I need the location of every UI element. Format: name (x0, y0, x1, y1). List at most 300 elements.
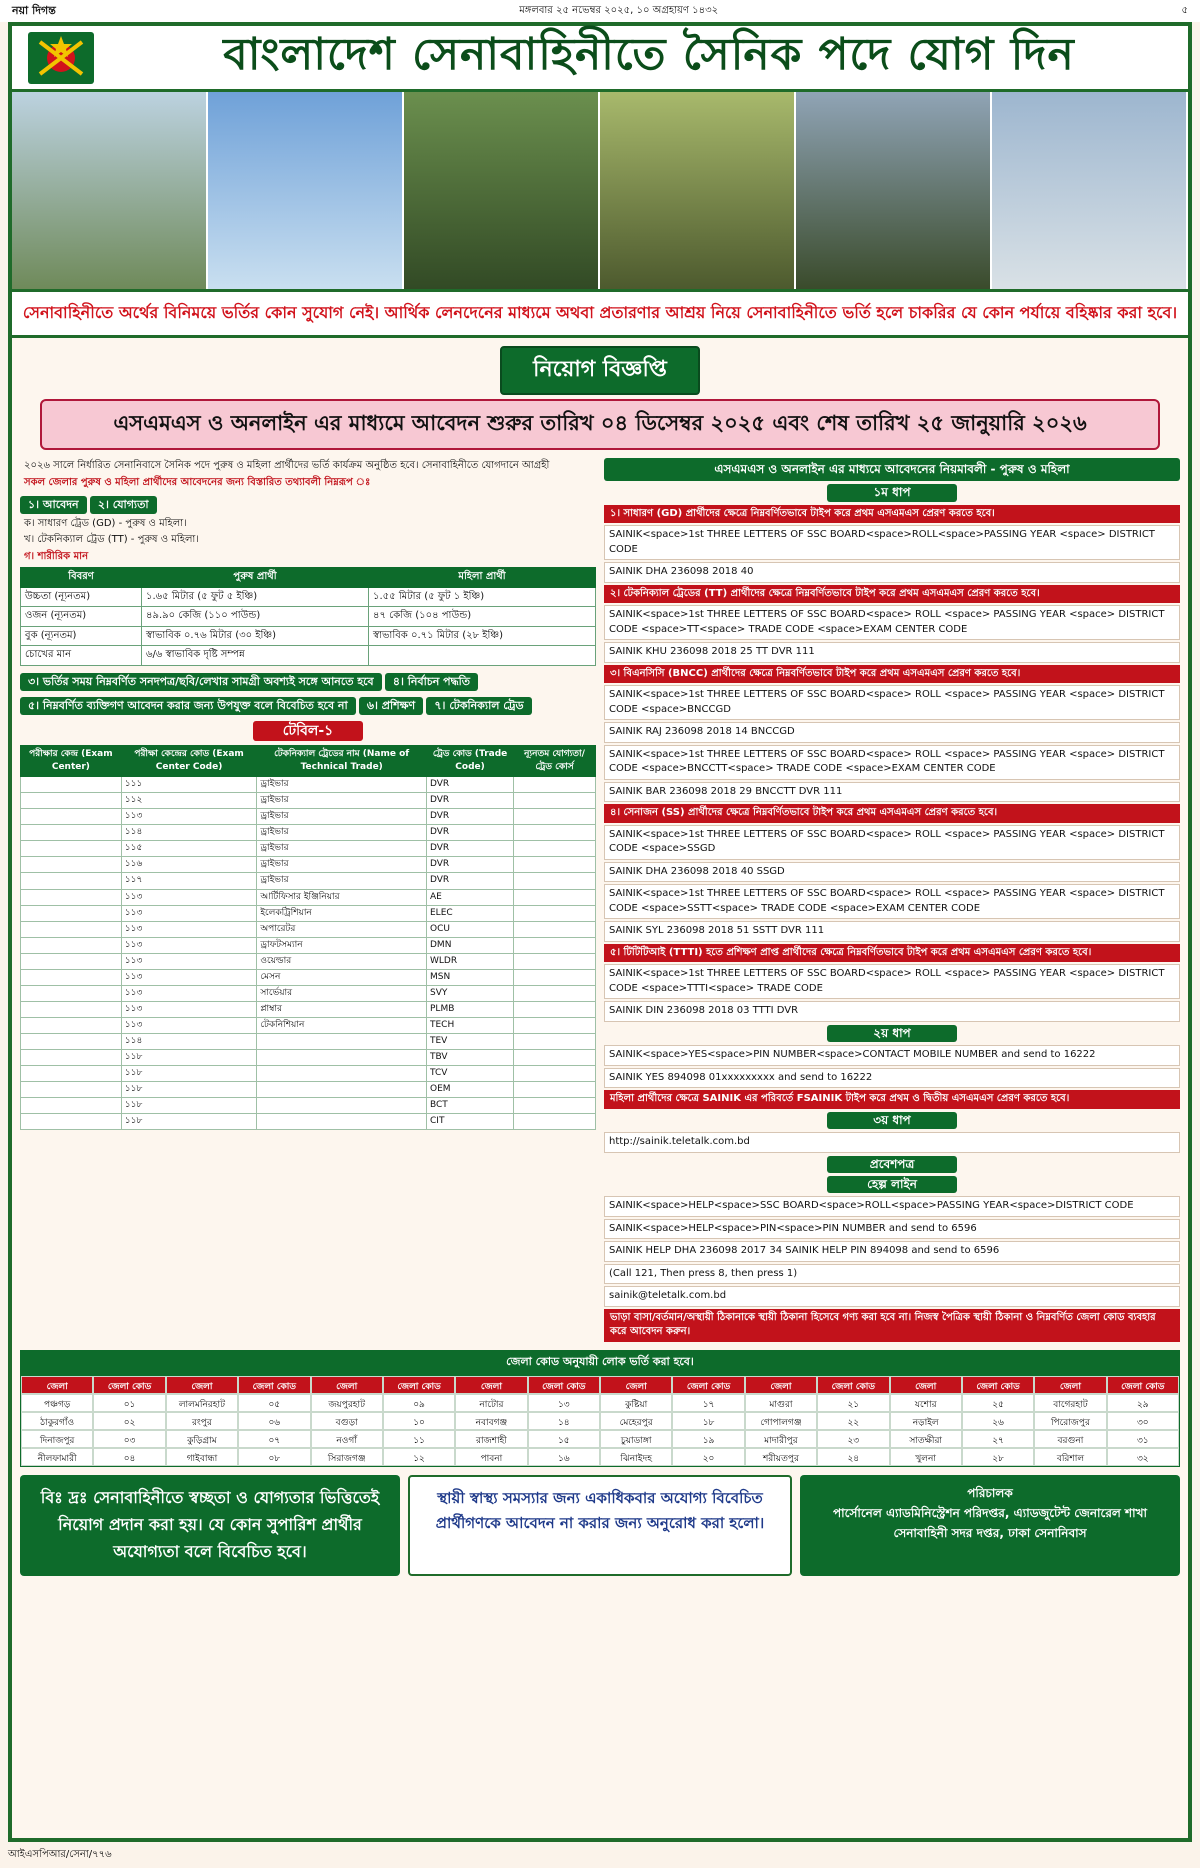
table-cell: DVR (427, 809, 514, 825)
bncc-format: SAINIK<space>1st THREE LETTERS OF SSC BOARD<space> ROLL <space> PASSING YEAR <space> DISTRICT CODE <space>BNCCGD (604, 685, 1180, 720)
table-row (21, 793, 596, 809)
district-name: কুড়িগ্রাম (166, 1430, 238, 1448)
ad-title: বাংলাদেশ সেনাবাহিনীতে সৈনিক পদে যোগ দিন (223, 29, 1075, 80)
district-code: ১২ (383, 1448, 455, 1466)
table-cell (21, 985, 122, 1001)
table-cell (257, 1098, 427, 1114)
table-1-head: ন্যূনতম যোগ্যতা/ট্রেড কোর্স (514, 746, 596, 777)
table-cell (21, 1114, 122, 1130)
intro-text: ২০২৬ সালে নির্ধারিত সেনানিবাসে সৈনিক পদে পুরুষ ও মহিলা প্রার্থীদের ভর্তি কার্যক্রম অনুষ্ঠিত হবে। সেনাবাহিনীতে যোগদানে আগ্রহী (24, 460, 550, 471)
district-code: ১১ (383, 1430, 455, 1448)
table-row (21, 1098, 596, 1114)
table-cell: ওয়েল্ডার (257, 953, 427, 969)
district-name: মেহেরপুর (600, 1412, 672, 1430)
table-cell: CIT (427, 1114, 514, 1130)
district-name: ঝিনাইদহ (600, 1448, 672, 1466)
phys-cell: ওজন (ন্যূনতম) (21, 607, 142, 627)
table-cell: অপারেটর (257, 921, 427, 937)
district-head: জেলা (600, 1376, 672, 1394)
district-name: নাটোর (455, 1394, 527, 1412)
section-application: ১। আবেদন (20, 496, 87, 514)
admit-card-tag: প্রবেশপত্র (827, 1156, 957, 1173)
table-cell: ইলেকট্রিশিয়ান (257, 905, 427, 921)
table-cell (21, 1066, 122, 1082)
phys-row (21, 587, 596, 607)
district-code: ০৯ (383, 1394, 455, 1412)
district-code: ২৬ (962, 1412, 1034, 1430)
district-code: ১০ (383, 1412, 455, 1430)
table-cell (21, 825, 122, 841)
table-row (21, 921, 596, 937)
table-1-head: ট্রেড কোড (Trade Code) (427, 746, 514, 777)
table-row (21, 889, 596, 905)
address-note: ভাড়া বাসা/বর্তমান/অস্থায়ী ঠিকানাকে স্থায়ী ঠিকানা হিসেবে গণ্য করা হবে না। নিজস্ব পৈত্রিক স্থায়ী ঠিকানা ও নিম্নবর্ণিত জেলা কোড ব্যবহার করে আবেদন করুন। (604, 1309, 1180, 1342)
table-cell: TCV (427, 1066, 514, 1082)
phys-row (21, 646, 596, 666)
table-row (21, 1114, 596, 1130)
table-cell (514, 1082, 596, 1098)
phys-head: বিবরণ (21, 568, 142, 588)
district-name: ঠাকুরগাঁও (21, 1412, 93, 1430)
district-code: ১৩ (528, 1394, 600, 1412)
help-format-1: SAINIK<space>HELP<space>SSC BOARD<space>ROLL<space>PASSING YEAR<space>DISTRICT CODE (604, 1196, 1180, 1217)
tt-example: SAINIK KHU 236098 2018 25 TT DVR 111 (604, 642, 1180, 663)
page-number: ৫ (1181, 4, 1188, 16)
district-code: ১৬ (528, 1448, 600, 1466)
ttti-instruction: ৫। টিটিটিআই (TTTI) হতে প্রশিক্ষণ প্রাপ্ত প্রার্থীদের ক্ষেত্রে নিম্নবর্ণিতভাবে টাইপ করে প্রথম এসএমএস প্রেরণ করতে হবে। (604, 944, 1180, 963)
table-cell: ড্রাইভার (257, 857, 427, 873)
table-row (21, 985, 596, 1001)
section-ineligible: ৫। নিম্নবর্ণিত ব্যক্তিগণ আবেদন করার জন্য উপযুক্ত বলে বিবেচিত হবে না (20, 697, 356, 715)
table-cell (21, 777, 122, 793)
table-cell: OEM (427, 1082, 514, 1098)
district-name: নবাবগঞ্জ (455, 1412, 527, 1430)
table-cell (514, 777, 596, 793)
table-cell (514, 825, 596, 841)
photo-strip (12, 92, 1188, 292)
phys-cell: ৬/৬ স্বাভাবিক দৃষ্টি সম্পন্ন (141, 646, 368, 666)
table-cell (21, 809, 122, 825)
help-format-2: SAINIK<space>HELP<space>PIN<space>PIN NUMBER and send to 6596 (604, 1219, 1180, 1240)
female-note: মহিলা প্রার্থীদের ক্ষেত্রে SAINIK এর পরিবর্তে FSAINIK টাইপ করে প্রথম ও দ্বিতীয় এসএমএস প্রেরণ করতে হবে। (604, 1090, 1180, 1109)
table-cell (514, 953, 596, 969)
district-head: জেলা কোড (528, 1376, 600, 1394)
footer-note-left: বিঃ দ্রঃ সেনাবাহিনীতে স্বচ্ছতা ও যোগ্যতার ভিত্তিতেই নিয়োগ প্রদান করা হয়। যে কোন সুপারিশ প্রার্থীর অযোগ্যতা বলে বিবেচিত হবে। (20, 1475, 400, 1576)
district-code: ২২ (817, 1412, 889, 1430)
table-cell: মেসন (257, 969, 427, 985)
table-cell: SVY (427, 985, 514, 1001)
section-training: ৬। প্রশিক্ষণ (359, 697, 423, 715)
gd-format: SAINIK<space>1st THREE LETTERS OF SSC BOARD<space>ROLL<space>PASSING YEAR <space> DISTRICT CODE (604, 525, 1180, 560)
soldiers-forest-photo (404, 92, 600, 289)
table-cell: আর্টিফিসার ইঞ্জিনিয়ার (257, 889, 427, 905)
table-cell: AE (427, 889, 514, 905)
exam-center-table (20, 745, 596, 1130)
table-row (21, 825, 596, 841)
intro-red-text: সকল জেলার পুরুষ ও মহিলা প্রার্থীদের আবেদনের জন্য বিস্তারিত তথ্যাবলী নিম্নরূপ ঃ (24, 476, 371, 488)
table-cell (514, 1017, 596, 1033)
ss-instruction: ৪। সেনাজন (SS) প্রার্থীদের ক্ষেত্রে নিম্নবর্ণিতভাবে টাইপ করে প্রথম এসএমএস প্রেরণ করতে হবে। (604, 804, 1180, 823)
table-cell (257, 1082, 427, 1098)
section-eligibility: ২। যোগ্যতা (90, 496, 157, 514)
table-cell (514, 889, 596, 905)
table-cell (21, 937, 122, 953)
district-code: ২৫ (962, 1394, 1034, 1412)
table-cell: ১১৩ (121, 809, 257, 825)
district-name: রংপুর (166, 1412, 238, 1430)
district-name: লালমনিরহাট (166, 1394, 238, 1412)
tt-format: SAINIK<space>1st THREE LETTERS OF SSC BOARD<space> ROLL <space> PASSING YEAR <space> DISTRICT CODE <space>TT<space> TRADE CODE <space>EXAM CENTER CODE (604, 605, 1180, 640)
table-cell (514, 793, 596, 809)
phys-row (21, 607, 596, 627)
content-columns (12, 458, 1188, 1344)
parade-photo (796, 92, 992, 289)
table-row (21, 1082, 596, 1098)
district-code: ১৯ (672, 1430, 744, 1448)
table-row (21, 873, 596, 889)
phys-cell (369, 646, 596, 666)
table-cell (514, 985, 596, 1001)
district-name: পাবনা (455, 1448, 527, 1466)
district-code: ০৬ (238, 1412, 310, 1430)
table-cell (21, 873, 122, 889)
table-cell (514, 1066, 596, 1082)
district-code: ২০ (672, 1448, 744, 1466)
table-cell (21, 857, 122, 873)
table-cell (257, 1114, 427, 1130)
district-head: জেলা (455, 1376, 527, 1394)
table-row (21, 1050, 596, 1066)
table-row (21, 809, 596, 825)
footer-note-middle: স্থায়ী স্বাস্থ্য সমস্যার জন্য একাধিকবার অযোগ্য বিবেচিত প্রার্থীগণকে আবেদন না করার জন্য অনুরোধ করা হলো। (408, 1475, 792, 1576)
army-logo-icon (22, 29, 100, 87)
district-name: গোপালগঞ্জ (745, 1412, 817, 1430)
table-cell: PLMB (427, 1001, 514, 1017)
district-name: মাদারীপুর (745, 1430, 817, 1448)
district-code: ১৫ (528, 1430, 600, 1448)
phys-cell: উচ্চতা (ন্যূনতম) (21, 587, 142, 607)
district-head: জেলা (166, 1376, 238, 1394)
table-cell: ১১৮ (121, 1066, 257, 1082)
table-cell: DMN (427, 937, 514, 953)
district-name: পঞ্চগড় (21, 1394, 93, 1412)
helicopter-photo (12, 92, 208, 289)
district-name: কুষ্টিয়া (600, 1394, 672, 1412)
phys-cell: স্বাভাবিক ০.৭৬ মিটার (৩০ ইঞ্চি) (141, 626, 368, 646)
help-email[interactable]: sainik@teletalk.com.bd (604, 1286, 1180, 1307)
table-cell (21, 905, 122, 921)
district-code: ২৪ (817, 1448, 889, 1466)
table-cell: DVR (427, 793, 514, 809)
step-2-tag: ২য় ধাপ (827, 1025, 957, 1042)
table-cell (21, 1098, 122, 1114)
table-row (21, 1066, 596, 1082)
district-name: বগুড়া (311, 1412, 383, 1430)
table-cell (514, 1033, 596, 1049)
table-cell (21, 1050, 122, 1066)
table-cell: ১১২ (121, 793, 257, 809)
section-technical-trade: ৭। টেকনিক্যাল ট্রেড (426, 697, 531, 715)
table-cell: ১১৩ (121, 953, 257, 969)
table-cell (514, 969, 596, 985)
district-name: নড়াইল (890, 1412, 962, 1430)
table-cell: ১১৪ (121, 825, 257, 841)
table-cell: ১১৮ (121, 1114, 257, 1130)
table-cell: ১১৮ (121, 1098, 257, 1114)
phys-cell: ৪৯.৯০ কেজি (১১০ পাউন্ড) (141, 607, 368, 627)
table-cell (21, 841, 122, 857)
footer-signatory (800, 1475, 1180, 1576)
table-1-head: পরীক্ষার কেন্দ্র (Exam Center) (21, 746, 122, 777)
table-cell (21, 889, 122, 905)
phys-cell: ৪৭ কেজি (১০৪ পাউন্ড) (369, 607, 596, 627)
footer-boxes (20, 1475, 1180, 1576)
table-cell (21, 1082, 122, 1098)
parachute-photo (208, 92, 404, 289)
newspaper-topbar (0, 0, 1200, 22)
district-code: ১৪ (528, 1412, 600, 1430)
district-head: জেলা কোড (1107, 1376, 1179, 1394)
bncc-instruction: ৩। বিএনসিসি (BNCC) প্রার্থীদের ক্ষেত্রে নিম্নবর্ণিতভাবে টাইপ করে প্রথম এসএমএস প্রেরণ করতে হবে। (604, 665, 1180, 684)
district-code: ২১ (817, 1394, 889, 1412)
ad-header (12, 26, 1188, 92)
district-head: জেলা কোড (93, 1376, 165, 1394)
table-cell: ১১৩ (121, 937, 257, 953)
help-example: SAINIK HELP DHA 236098 2017 34 SAINIK HELP PIN 894098 and send to 6596 (604, 1241, 1180, 1262)
table-cell: সার্ভেয়ার (257, 985, 427, 1001)
district-head: জেলা (890, 1376, 962, 1394)
district-head: জেলা কোড (383, 1376, 455, 1394)
table-cell (257, 1066, 427, 1082)
table-cell: ড্রাইভার (257, 809, 427, 825)
district-head: জেলা কোড (962, 1376, 1034, 1394)
table-cell: ড্রাইভার (257, 873, 427, 889)
district-name: বাগেরহাট (1034, 1394, 1106, 1412)
table-cell: ড্রাফটসম্যান (257, 937, 427, 953)
application-url[interactable]: http://sainik.teletalk.com.bd (604, 1132, 1180, 1153)
table-row (21, 1033, 596, 1049)
phys-cell: ১.৫৫ মিটার (৫ ফুট ১ ইঞ্চি) (369, 587, 596, 607)
table-cell: ১১৩ (121, 889, 257, 905)
table-cell: DVR (427, 873, 514, 889)
district-name: সাতক্ষীরা (890, 1430, 962, 1448)
table-row (21, 777, 596, 793)
right-column (604, 458, 1180, 1344)
table-cell (514, 873, 596, 889)
phys-cell: বুক (ন্যূনতম) (21, 626, 142, 646)
table-row (21, 969, 596, 985)
ssgd-example: SAINIK DHA 236098 2018 40 SSGD (604, 862, 1180, 883)
table-row (21, 841, 596, 857)
table-cell: ১১৩ (121, 1001, 257, 1017)
district-name: শরীয়তপুর (745, 1448, 817, 1466)
table-cell (514, 905, 596, 921)
step-1-tag: ১ম ধাপ (827, 484, 957, 501)
table-cell: ১১৪ (121, 1033, 257, 1049)
district-code: ২৩ (817, 1430, 889, 1448)
table-cell (21, 1033, 122, 1049)
table-1-head: পরীক্ষা কেন্দ্রের কোড (Exam Center Code) (121, 746, 257, 777)
table-cell (21, 921, 122, 937)
table-cell (514, 841, 596, 857)
phys-row (21, 626, 596, 646)
table-cell: DVR (427, 825, 514, 841)
table-cell: BCT (427, 1098, 514, 1114)
table-row (21, 905, 596, 921)
district-name: বরগুনা (1034, 1430, 1106, 1448)
district-code: ০৭ (238, 1430, 310, 1448)
soldiers-field-photo (600, 92, 796, 289)
gd-example: SAINIK DHA 236098 2018 40 (604, 562, 1180, 583)
sstt-format: SAINIK<space>1st THREE LETTERS OF SSC BOARD<space> ROLL <space> PASSING YEAR <space> DISTRICT CODE <space>SSTT<space> TRADE CODE <space>EXAM CENTER CODE (604, 884, 1180, 919)
table-cell (514, 1050, 596, 1066)
table-cell: MSN (427, 969, 514, 985)
bncc-example: SAINIK RAJ 236098 2018 14 BNCCGD (604, 722, 1180, 743)
ispr-code: আইএসপিআর/সেনা/৭৭৬ (8, 1849, 112, 1860)
table-cell (514, 1114, 596, 1130)
table-cell (514, 857, 596, 873)
table-cell: ১১৭ (121, 873, 257, 889)
eligibility-tt: খ। টেকনিক্যাল ট্রেড (TT) - পুরুষ ও মহিলা। (24, 534, 199, 546)
district-name: সিরাজগঞ্জ (311, 1448, 383, 1466)
district-code-note: জেলা কোড অনুযায়ী লোক ভর্তি করা হবে। (20, 1350, 1180, 1375)
notice-label: নিয়োগ বিজ্ঞপ্তি (500, 346, 700, 395)
district-code: ০৩ (93, 1430, 165, 1448)
sstt-example: SAINIK SYL 236098 2018 51 SSTT DVR 111 (604, 921, 1180, 942)
district-name: গাইবান্ধা (166, 1448, 238, 1466)
table-cell: ELEC (427, 905, 514, 921)
district-code-table (20, 1375, 1180, 1467)
district-name: নীলফামারী (21, 1448, 93, 1466)
section-documents: ৩। ভর্তির সময় নিম্নবর্ণিত সনদপত্র/ছবি/লেখার সামগ্রী অবশ্যই সঙ্গে আনতে হবে (20, 673, 382, 691)
table-cell (21, 953, 122, 969)
table-cell: WLDR (427, 953, 514, 969)
district-code: ০২ (93, 1412, 165, 1430)
district-head: জেলা (21, 1376, 93, 1394)
district-name: বরিশাল (1034, 1448, 1106, 1466)
district-name: পিরোজপুর (1034, 1412, 1106, 1430)
table-1-head: টেকনিক্যাল ট্রেডের নাম (Name of Technical Trade) (257, 746, 427, 777)
table-cell: ১১৩ (121, 921, 257, 937)
table-row (21, 857, 596, 873)
table-cell: ড্রাইভার (257, 793, 427, 809)
eligibility-gd: ক। সাধারণ ট্রেড (GD) - পুরুষ ও মহিলা। (24, 517, 187, 529)
warning-banner: সেনাবাহিনীতে অর্থের বিনিময়ে ভর্তির কোন সুযোগ নেই। আর্থিক লেনদেনের মাধ্যমে অথবা প্রতারণার আশ্রয় নিয়ে সেনাবাহিনীতে ভর্তি হলে চাকরির যে কোন পর্যায়ে বহিষ্কার করা হবে। (12, 292, 1188, 338)
section-selection: ৪। নির্বাচন পদ্ধতি (385, 673, 478, 691)
table-cell: ১১৩ (121, 1017, 257, 1033)
table-cell (21, 1017, 122, 1033)
district-head: জেলা কোড (672, 1376, 744, 1394)
district-head: জেলা কোড (238, 1376, 310, 1394)
district-head: জেলা (311, 1376, 383, 1394)
un-vehicle-photo (992, 92, 1188, 289)
district-name: মাগুরা (745, 1394, 817, 1412)
table-cell: ড্রাইভার (257, 841, 427, 857)
bncctt-example: SAINIK BAR 236098 2018 29 BNCCTT DVR 111 (604, 782, 1180, 803)
district-head: জেলা কোড (817, 1376, 889, 1394)
table-cell: ১১৫ (121, 841, 257, 857)
table-cell: TBV (427, 1050, 514, 1066)
district-code: ৩০ (1107, 1412, 1179, 1430)
phys-head: মহিলা প্রার্থী (369, 568, 596, 588)
call-instruction: (Call 121, Then press 8, then press 1) (604, 1264, 1180, 1285)
table-cell: DVR (427, 857, 514, 873)
second-sms-example: SAINIK YES 894098 01xxxxxxxxx and send to 16222 (604, 1068, 1180, 1089)
table-cell: TEV (427, 1033, 514, 1049)
table-row (21, 937, 596, 953)
bncctt-format: SAINIK<space>1st THREE LETTERS OF SSC BOARD<space> ROLL <space> PASSING YEAR <space> DISTRICT CODE <space>BNCCTT<space> TRADE CODE <space>EXAM CENTER CODE (604, 745, 1180, 780)
table-cell: ১১৮ (121, 1050, 257, 1066)
table-row (21, 1001, 596, 1017)
table-cell (514, 1001, 596, 1017)
table-cell: TECH (427, 1017, 514, 1033)
helpline-tag: হেল্প লাইন (827, 1176, 957, 1193)
district-name: জয়পুরহাট (311, 1394, 383, 1412)
table-row (21, 953, 596, 969)
table-cell: ১১৬ (121, 857, 257, 873)
table-row (21, 1017, 596, 1033)
table-cell (514, 921, 596, 937)
physical-standard-label: গ। শারীরিক মান (24, 550, 89, 562)
table-cell: ১১১ (121, 777, 257, 793)
table-cell: ১১৩ (121, 969, 257, 985)
table-cell: DVR (427, 777, 514, 793)
table-cell (21, 793, 122, 809)
physical-standard-table (20, 567, 596, 666)
table-cell (21, 969, 122, 985)
table-cell: OCU (427, 921, 514, 937)
district-name: চুয়াডাঙ্গা (600, 1430, 672, 1448)
district-name: যশোর (890, 1394, 962, 1412)
signatory-office: পার্সোনেল এ্যাডমিনিস্ট্রেশন পরিদপ্তর, এ্যাডজুটেন্ট জেনারেল শাখা সেনাবাহিনী সদর দপ্তর, ঢাকা সেনানিবাস (833, 1505, 1147, 1540)
table-cell (514, 1098, 596, 1114)
table-1-label: টেবিল-১ (253, 721, 363, 741)
newspaper-brand: নয়া দিগন্ত (12, 3, 56, 17)
district-code: ০৮ (238, 1448, 310, 1466)
table-cell (21, 1001, 122, 1017)
signatory-title: পরিচালক (967, 1485, 1013, 1500)
district-code: ২৭ (962, 1430, 1034, 1448)
deadline-banner: এসএমএস ও অনলাইন এর মাধ্যমে আবেদন শুরুর তারিখ ০৪ ডিসেম্বর ২০২৫ এবং শেষ তারিখ ২৫ জানুয়ারি ২০২৬ (40, 399, 1160, 450)
newspaper-date: মঙ্গলবার ২৫ নভেম্বর ২০২৫, ১০ অগ্রহায়ণ ১৪৩২ (519, 4, 719, 16)
gd-instruction: ১। সাধারণ (GD) প্রার্থীদের ক্ষেত্রে নিম্নবর্ণিতভাবে টাইপ করে প্রথম এসএমএস প্রেরণ করতে হবে। (604, 505, 1180, 524)
district-code: ০৪ (93, 1448, 165, 1466)
phys-cell: স্বাভাবিক ০.৭১ মিটার (২৮ ইঞ্চি) (369, 626, 596, 646)
table-cell (514, 937, 596, 953)
table-cell: ড্রাইভার (257, 825, 427, 841)
district-name: নওগাঁ (311, 1430, 383, 1448)
district-head: জেলা (1034, 1376, 1106, 1394)
table-cell (514, 809, 596, 825)
table-cell: DVR (427, 841, 514, 857)
district-code: ১৭ (672, 1394, 744, 1412)
sms-rules-heading: এসএমএস ও অনলাইন এর মাধ্যমে আবেদনের নিয়মাবলী - পুরুষ ও মহিলা (604, 458, 1180, 481)
table-cell: ১১৮ (121, 1082, 257, 1098)
ttti-example: SAINIK DIN 236098 2018 03 TTTI DVR (604, 1001, 1180, 1022)
table-cell: প্লাম্বার (257, 1001, 427, 1017)
table-cell (257, 1033, 427, 1049)
district-head: জেলা (745, 1376, 817, 1394)
table-cell (257, 1050, 427, 1066)
district-code: ৩১ (1107, 1430, 1179, 1448)
table-cell: টেকনিশিয়ান (257, 1017, 427, 1033)
district-name: খুলনা (890, 1448, 962, 1466)
district-code: ১৮ (672, 1412, 744, 1430)
table-cell: ১১৩ (121, 985, 257, 1001)
district-code: ০৫ (238, 1394, 310, 1412)
step-3-tag: ৩য় ধাপ (827, 1112, 957, 1129)
phys-cell: ১.৬৫ মিটার (৫ ফুট ৫ ইঞ্চি) (141, 587, 368, 607)
